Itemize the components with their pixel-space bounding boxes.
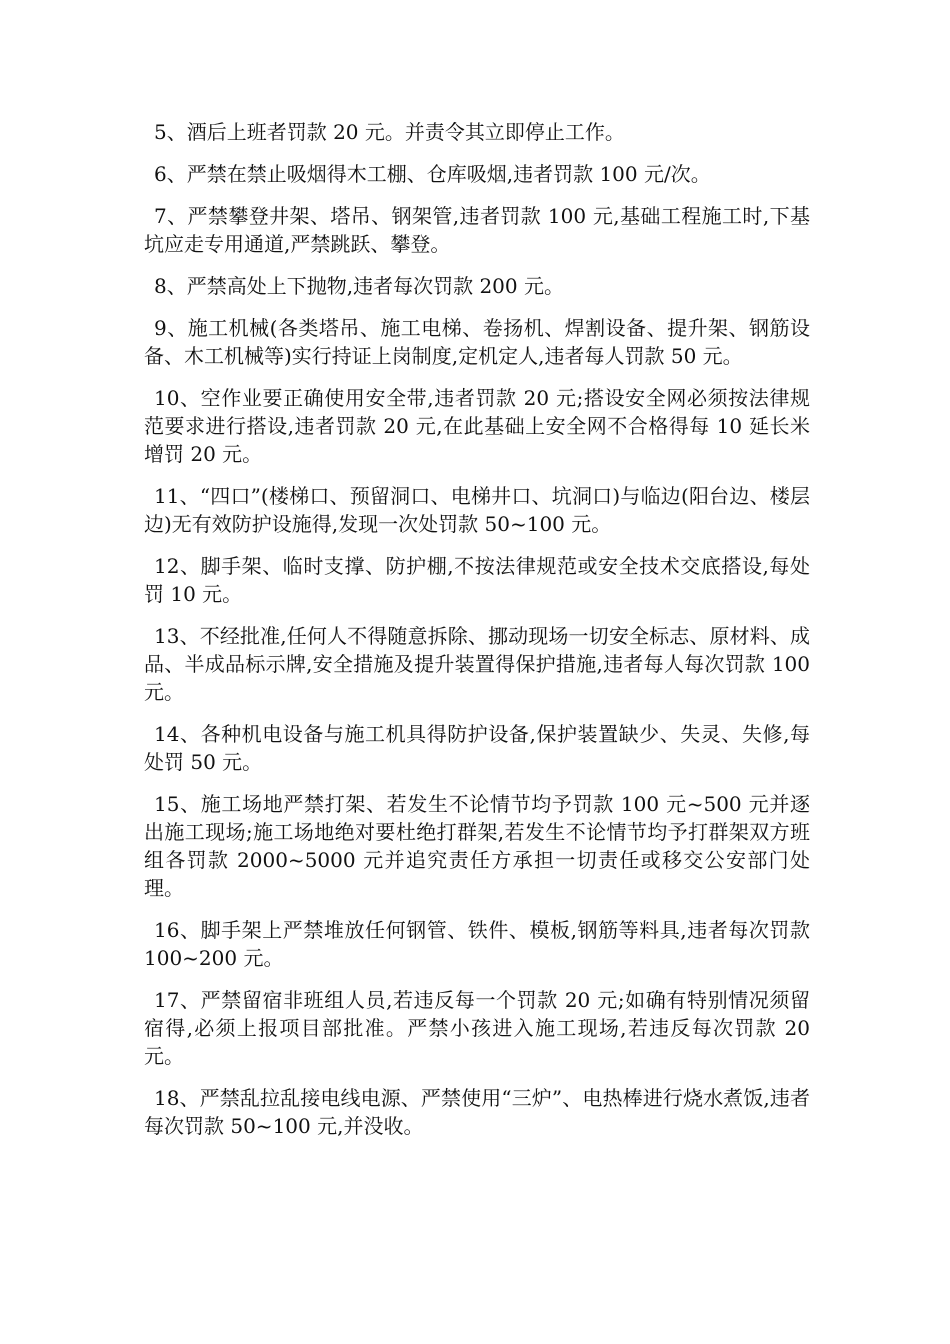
document-body — [144, 118, 810, 1154]
rule-13: 13、不经批准,任何人不得随意拆除、挪动现场一切安全标志、原材料、成品、半成品标示牌,安全措施及提升装置得保护措施,违者每人每次罚款 100 元。 — [144, 624, 810, 704]
rule-5: 5、酒后上班者罚款 20 元。并责令其立即停止工作。 — [154, 120, 625, 144]
rule-18: 18、严禁乱拉乱接电线电源、严禁使用“三炉”、电热棒进行烧水煮饭,违者每次罚款 50~100 元,并没收。 — [144, 1086, 810, 1138]
rule-7: 7、严禁攀登井架、塔吊、钢架管,违者罚款 100 元,基础工程施工时,下基坑应走专用通道,严禁跳跃、攀登。 — [144, 204, 810, 256]
rule-10: 10、空作业要正确使用安全带,违者罚款 20 元;搭设安全网必须按法律规范要求进行搭设,违者罚款 20 元,在此基础上安全网不合格得每 10 延长米增罚 20 元。 — [144, 386, 810, 466]
rule-16: 16、脚手架上严禁堆放任何钢管、铁件、模板,钢筋等料具,违者每次罚款 100~200 元。 — [144, 918, 810, 970]
rule-8: 8、严禁高处上下抛物,违者每次罚款 200 元。 — [154, 274, 564, 298]
rule-11: 11、“四口”(楼梯口、预留洞口、电梯井口、坑洞口)与临边(阳台边、楼层边)无有效防护设施得,发现一次处罚款 50~100 元。 — [144, 484, 810, 536]
rule-6: 6、严禁在禁止吸烟得木工棚、仓库吸烟,违者罚款 100 元/次。 — [154, 162, 711, 186]
rule-15: 15、施工场地严禁打架、若发生不论情节均予罚款 100 元~500 元并逐出施工现场;施工场地绝对要杜绝打群架,若发生不论情节均予打群架双方班组各罚款 2000~5000 元并追究责任方承担一切责任或移交公安部门处理。 — [144, 792, 810, 900]
rule-9: 9、施工机械(各类塔吊、施工电梯、卷扬机、焊割设备、提升架、钢筋设备、木工机械等)实行持证上岗制度,定机定人,违者每人罚款 50 元。 — [144, 316, 810, 368]
rule-17: 17、严禁留宿非班组人员,若违反每一个罚款 20 元;如确有特别情况须留宿得,必须上报项目部批准。严禁小孩进入施工现场,若违反每次罚款 20 元。 — [144, 988, 810, 1068]
rule-14: 14、各种机电设备与施工机具得防护设备,保护装置缺少、失灵、失修,每处罚 50 元。 — [144, 722, 810, 774]
rule-12: 12、脚手架、临时支撑、防护棚,不按法律规范或安全技术交底搭设,每处罚 10 元。 — [144, 554, 810, 606]
